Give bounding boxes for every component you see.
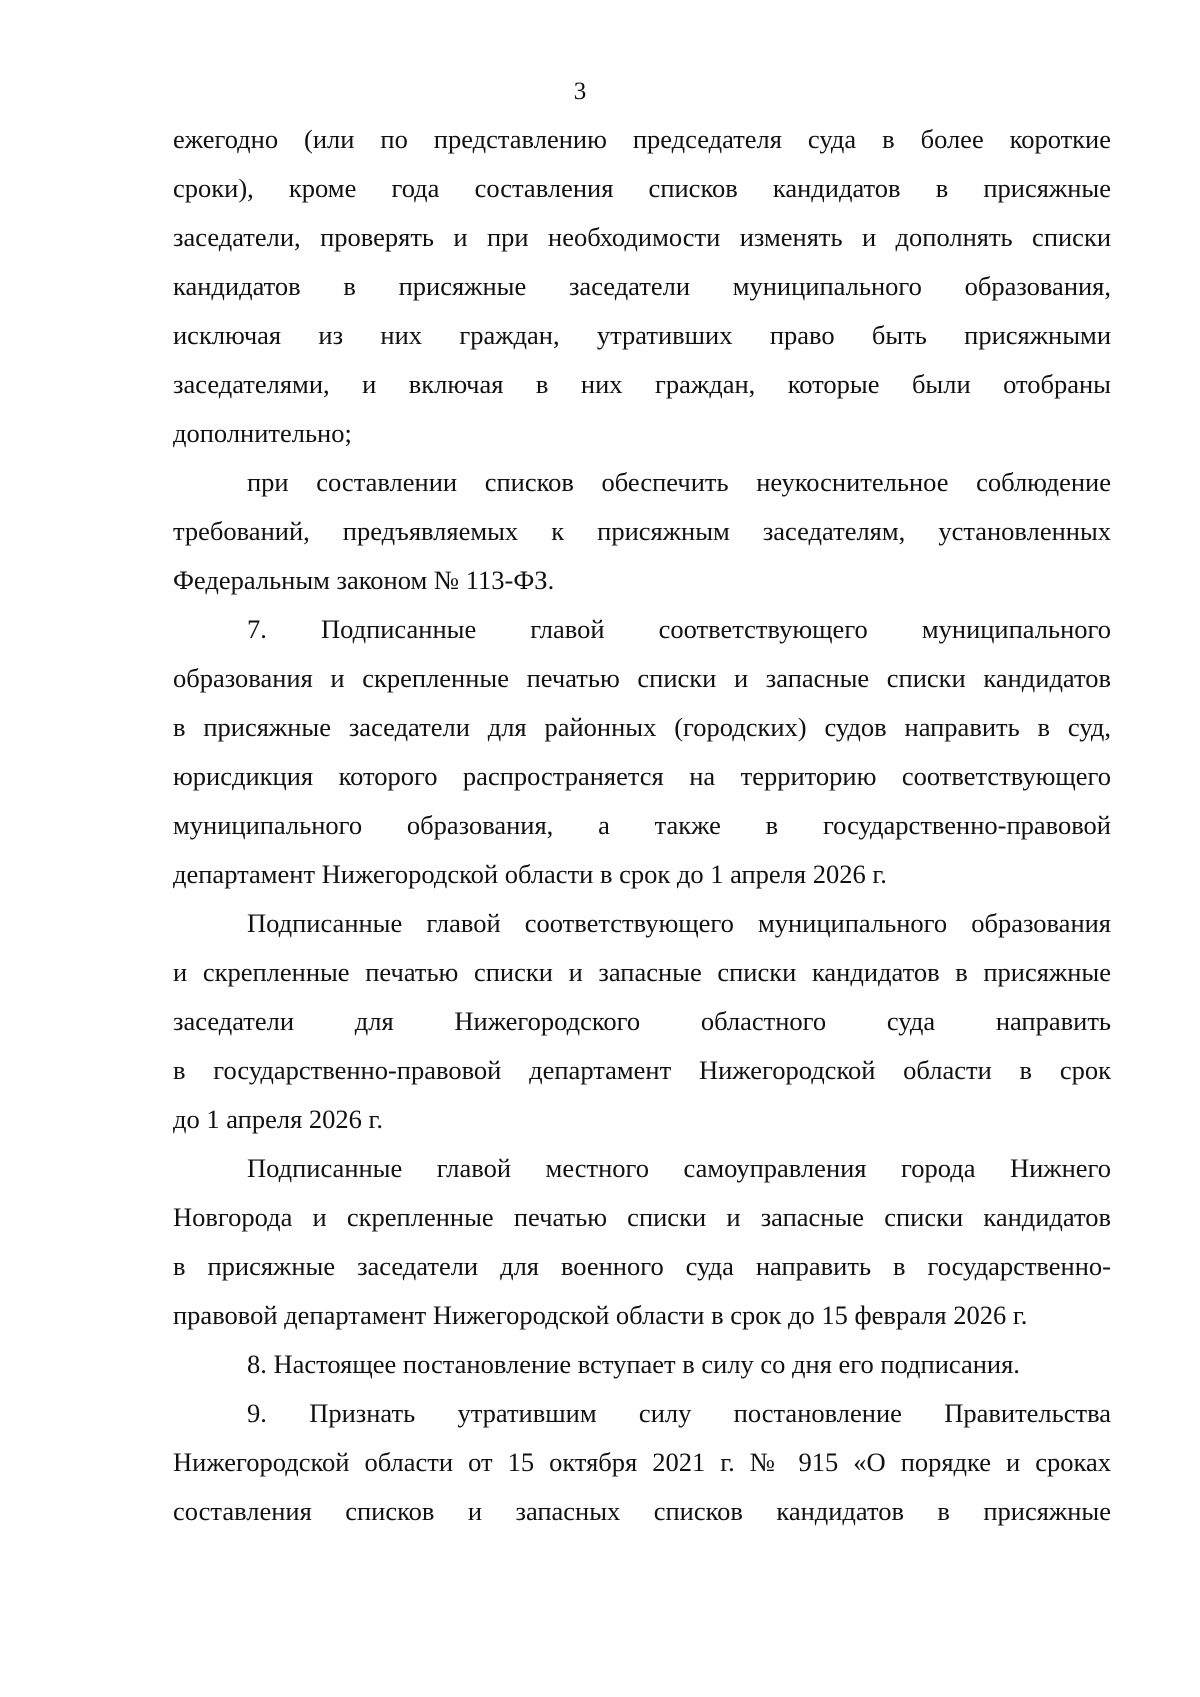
text-line: 8. Настоящее постановление вступает в силу со дня его подписания. <box>247 1349 1020 1379</box>
text-line: Подписанные главой соответствующего муниципального образования <box>247 908 1111 938</box>
paragraph <box>173 458 1111 605</box>
text-line: кандидатов в присяжные заседатели муниципального образования, <box>173 271 1111 301</box>
text-line: муниципального образования, а также в государственно-правовой <box>173 810 1111 840</box>
paragraph-item-9 <box>173 1389 1111 1536</box>
text-line: в присяжные заседатели для районных (городских) судов направить в суд, <box>173 712 1111 742</box>
text-line: при составлении списков обеспечить неукоснительное соблюдение <box>247 467 1111 497</box>
text-line: в присяжные заседатели для военного суда направить в государственно- <box>173 1251 1111 1281</box>
paragraph <box>173 115 1111 458</box>
text-line: дополнительно; <box>173 418 352 448</box>
paragraph <box>173 899 1111 1144</box>
text-line: сроки), кроме года составления списков кандидатов в присяжные <box>173 173 1111 203</box>
text-line: 7. Подписанные главой соответствующего муниципального <box>247 614 1111 644</box>
text-line: Нижегородской области от 15 октября 2021 г. № 915 «О порядке и сроках <box>173 1447 1111 1477</box>
paragraph-item-8 <box>173 1340 1111 1389</box>
text-line: заседатели, проверять и при необходимости изменять и дополнять списки <box>173 222 1111 252</box>
text-line: ежегодно (или по представлению председателя суда в более короткие <box>173 124 1111 154</box>
text-line: в государственно-правовой департамент Нижегородской области в срок <box>173 1055 1111 1085</box>
text-line: Федеральным законом № 113-ФЗ. <box>173 565 555 595</box>
text-line: юрисдикция которого распространяется на территорию соответствующего <box>173 761 1111 791</box>
text-line: заседателями, и включая в них граждан, которые были отобраны <box>173 369 1111 399</box>
paragraph <box>173 1144 1111 1340</box>
text-line: Подписанные главой местного самоуправления города Нижнего <box>247 1153 1111 1183</box>
text-line: до 1 апреля 2026 г. <box>173 1104 384 1134</box>
text-line: правовой департамент Нижегородской области в срок до 15 февраля 2026 г. <box>173 1300 1028 1330</box>
text-line: и скрепленные печатью списки и запасные списки кандидатов в присяжные <box>173 957 1111 987</box>
text-line: 9. Признать утратившим силу постановление Правительства <box>247 1398 1111 1428</box>
document-body <box>173 115 1111 1536</box>
text-line: заседатели для Нижегородского областного суда направить <box>173 1006 1111 1036</box>
text-line: требований, предъявляемых к присяжным заседателям, установленных <box>173 516 1111 546</box>
text-line: департамент Нижегородской области в срок до 1 апреля 2026 г. <box>173 859 887 889</box>
text-line: Новгорода и скрепленные печатью списки и запасные списки кандидатов <box>173 1202 1111 1232</box>
text-line: образования и скрепленные печатью списки и запасные списки кандидатов <box>173 663 1111 693</box>
page-number: 3 <box>573 78 587 105</box>
paragraph-item-7 <box>173 605 1111 899</box>
text-line: исключая из них граждан, утративших право быть присяжными <box>173 320 1111 350</box>
text-line: составления списков и запасных списков кандидатов в присяжные <box>173 1496 1111 1526</box>
